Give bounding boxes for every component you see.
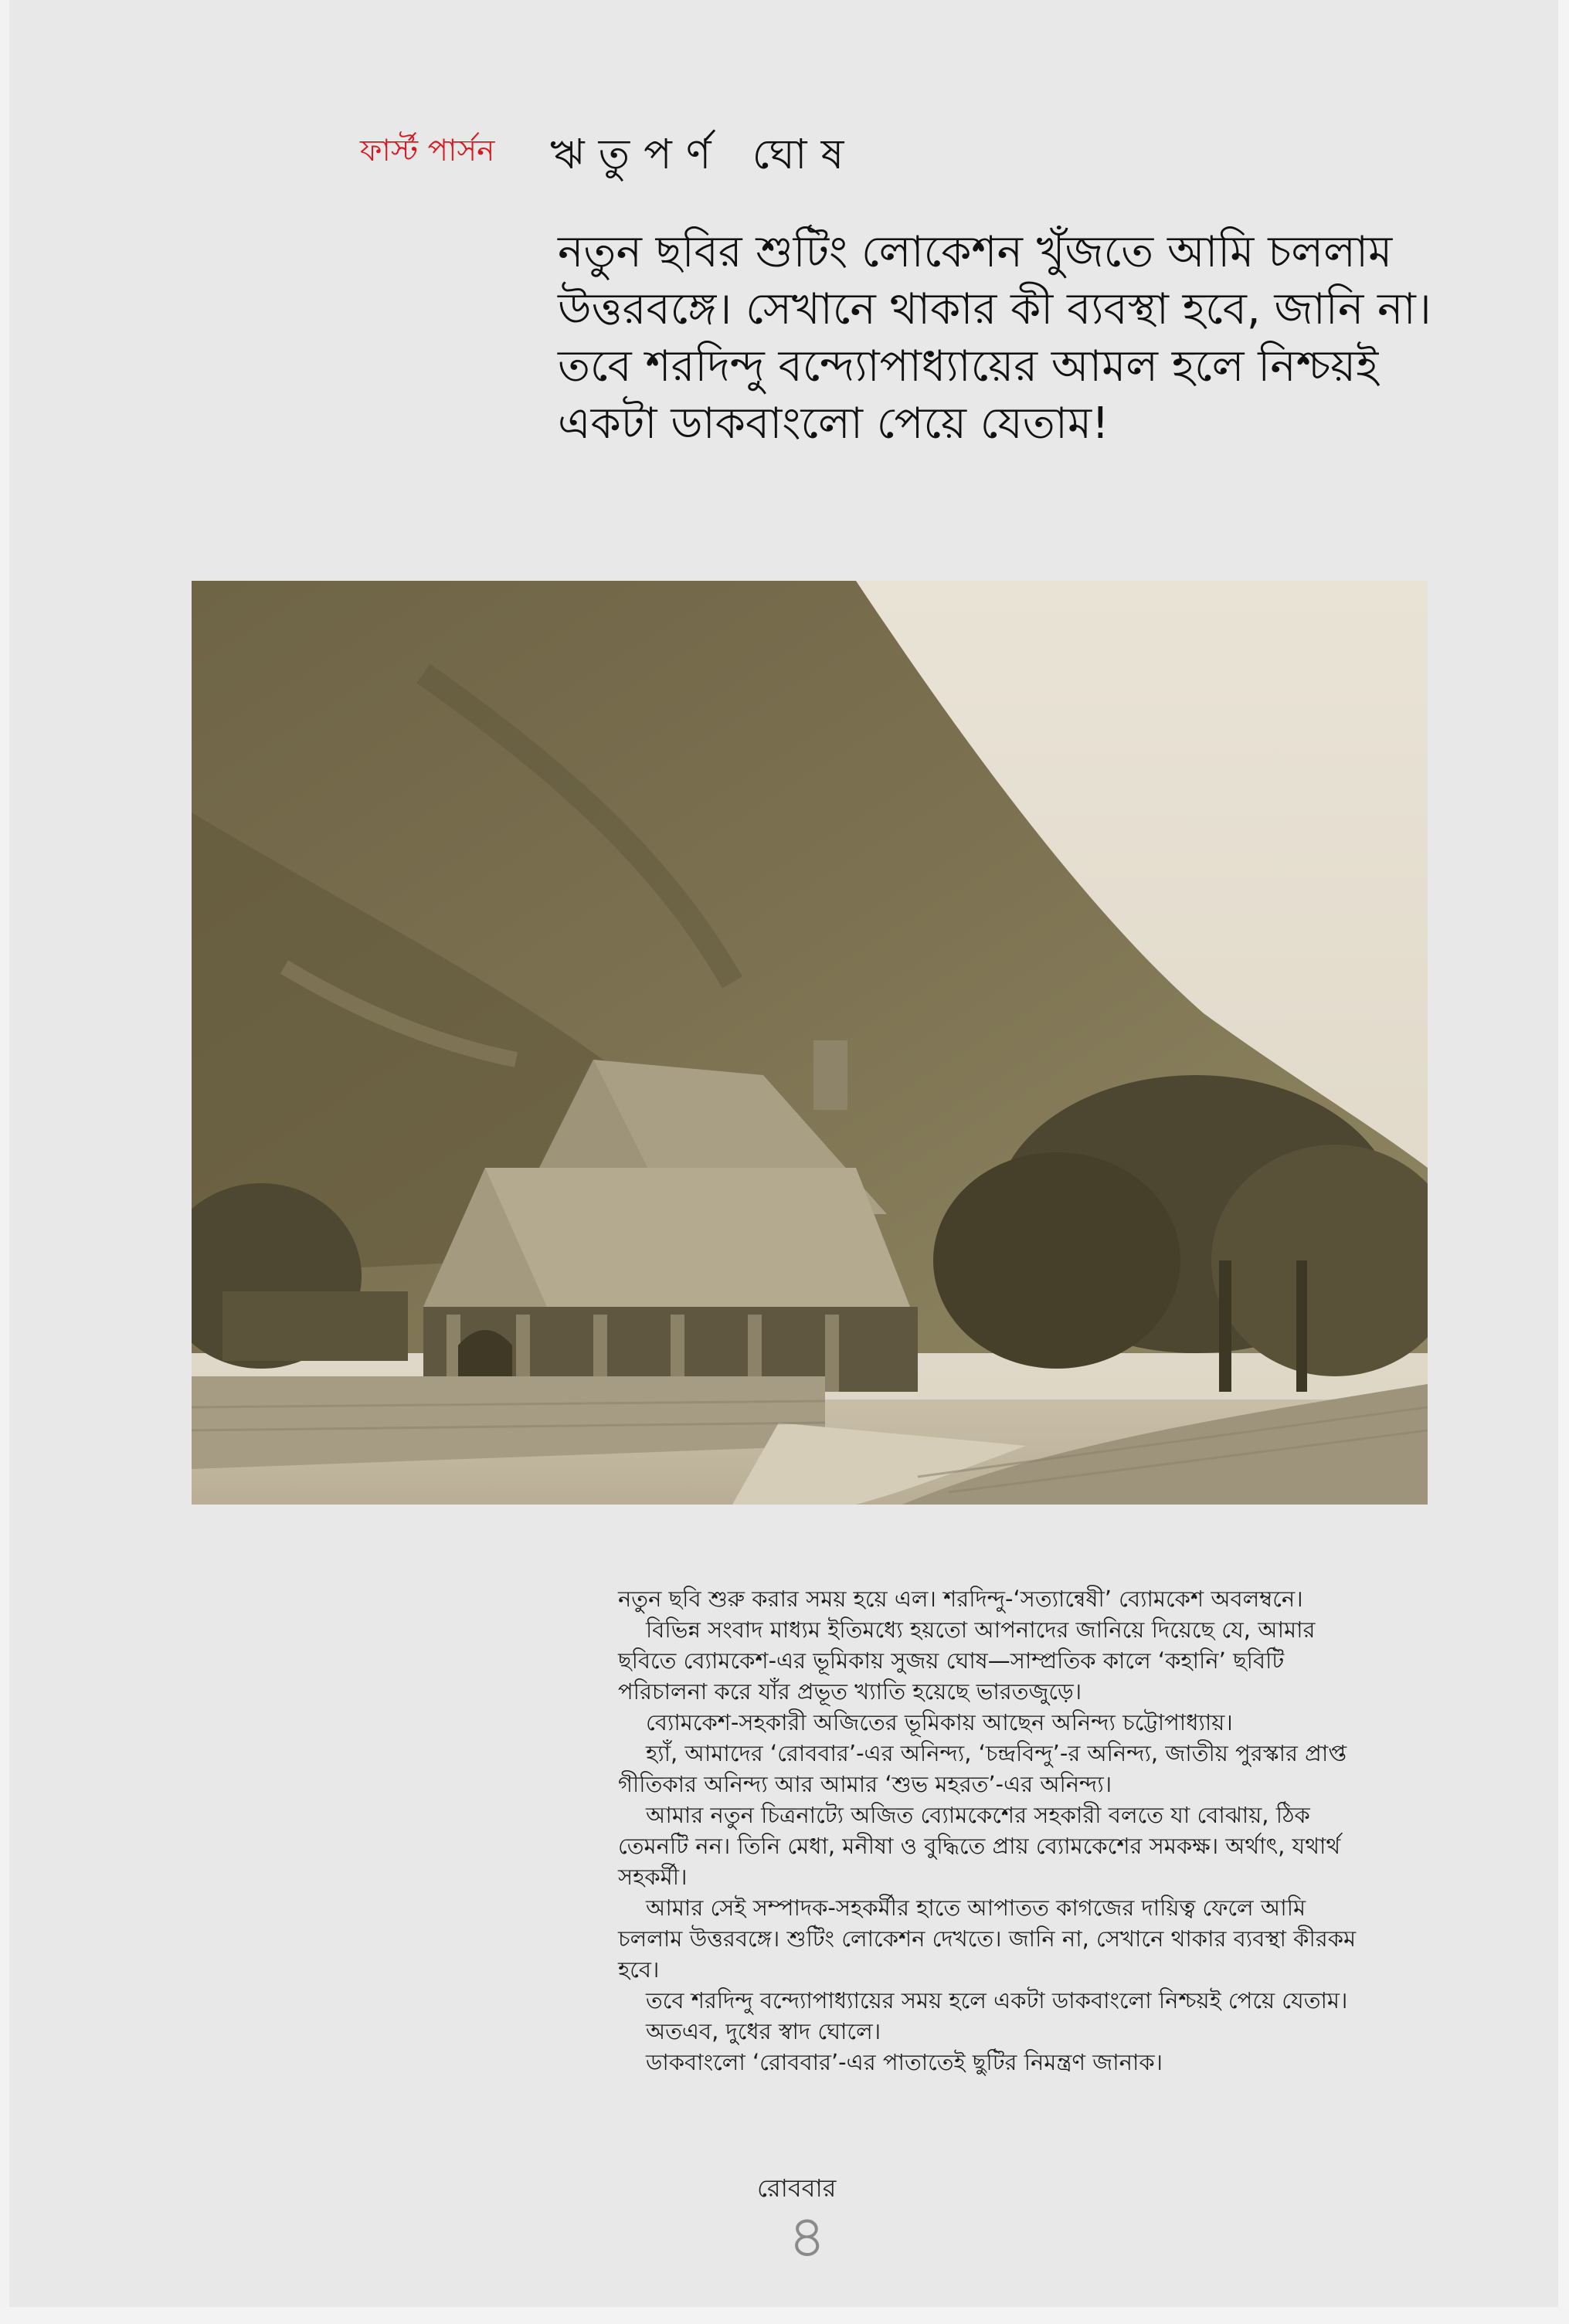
headline bbox=[558, 224, 1469, 453]
page-left-margin bbox=[0, 0, 9, 2324]
body-line: হ্যাঁ, আমাদের ‘রোববার’-এর অনিন্দ্য, ‘চন্দ্রবিন্দু’-র অনিন্দ্য, জাতীয় পুরস্কার প্রাপ্ত bbox=[646, 1740, 1347, 1766]
headline-line: তবে শরদিন্দু বন্দ্যোপাধ্যায়ের আমল হলে নিশ্চয়ই bbox=[558, 341, 1379, 392]
body-line: তেমনটি নন। তিনি মেধা, মনীষা ও বুদ্ধিতে প্রায় ব্যোমকেশের সমকক্ষ। অর্থাৎ, যথার্থ bbox=[618, 1833, 1341, 1859]
body-line: ছবিতে ব্যোমকেশ-এর ভূমিকায় সুজয় ঘোষ—সাম্প্রতিক কালে ‘কহানি’ ছবিটি bbox=[618, 1647, 1285, 1674]
body-line: ব্যোমকেশ-সহকারী অজিতের ভূমিকায় আছেন অনিন্দ্য চট্টোপাধ্যায়। bbox=[646, 1709, 1233, 1735]
page-bottom-margin bbox=[0, 2307, 1569, 2324]
headline-line: উত্তরবঙ্গে। সেখানে থাকার কী ব্যবস্থা হবে, জানি না। bbox=[558, 284, 1431, 334]
headline-line: নতুন ছবির শুটিং লোকেশন খুঁজতে আমি চললাম bbox=[558, 227, 1393, 277]
page-right-margin bbox=[1558, 0, 1569, 2324]
body-line: আমার নতুন চিত্রনাট্যে অজিত ব্যোমকেশের সহকারী বলতে যা বোঝায়, ঠিক bbox=[646, 1802, 1310, 1828]
page-number: ৪ bbox=[788, 2202, 827, 2271]
body-line: সহকর্মী। bbox=[618, 1864, 688, 1890]
headline-line: একটা ডাকবাংলো পেয়ে যেতাম! bbox=[558, 399, 1109, 449]
section-label: ফার্স্ট পার্সন bbox=[360, 134, 495, 168]
body-line: গীতিকার অনিন্দ্য আর আমার ‘শুভ মহরত’-এর অনিন্দ্য। bbox=[618, 1771, 1112, 1797]
author-name: ঋতুপর্ণ ঘোষ bbox=[550, 130, 858, 178]
body-line: তবে শরদিন্দু বন্দ্যোপাধ্যায়ের সময় হলে একটা ডাকবাংলো নিশ্চয়ই পেয়ে যেতাম। bbox=[646, 1987, 1348, 2014]
body-line: আমার সেই সম্পাদক-সহকর্মীর হাতে আপাতত কাগজের দায়িত্ব ফেলে আমি bbox=[646, 1895, 1306, 1921]
body-line: চললাম উত্তরবঙ্গে। শুটিং লোকেশন দেখতে। জানি না, সেখানে থাকার ব্যবস্থা কীরকম bbox=[618, 1925, 1357, 1952]
magazine-name: রোববার bbox=[757, 2173, 837, 2203]
body-line: হবে। bbox=[618, 1956, 660, 1983]
body-line: অতএব, দুধের স্বাদ ঘোলে। bbox=[646, 2018, 881, 2044]
body-line: ডাকবাংলো ‘রোববার’-এর পাতাতেই ছুটির নিমন্ত্রণ জানাক। bbox=[646, 2049, 1163, 2075]
article-body bbox=[618, 1583, 1437, 2078]
body-line: নতুন ছবি শুরু করার সময় হয়ে এল। শরদিন্দু-‘সত্যান্বেষী’ ব্যোমকেশ অবলম্বনে। bbox=[618, 1586, 1303, 1612]
sepia-photo-dak-bungalow-icon bbox=[192, 581, 1428, 1505]
body-line: পরিচালনা করে যাঁর প্রভূত খ্যাতি হয়েছে ভারতজুড়ে। bbox=[618, 1678, 1082, 1705]
body-line: বিভিন্ন সংবাদ মাধ্যম ইতিমধ্যে হয়তো আপনাদের জানিয়ে দিয়েছে যে, আমার bbox=[646, 1617, 1316, 1643]
